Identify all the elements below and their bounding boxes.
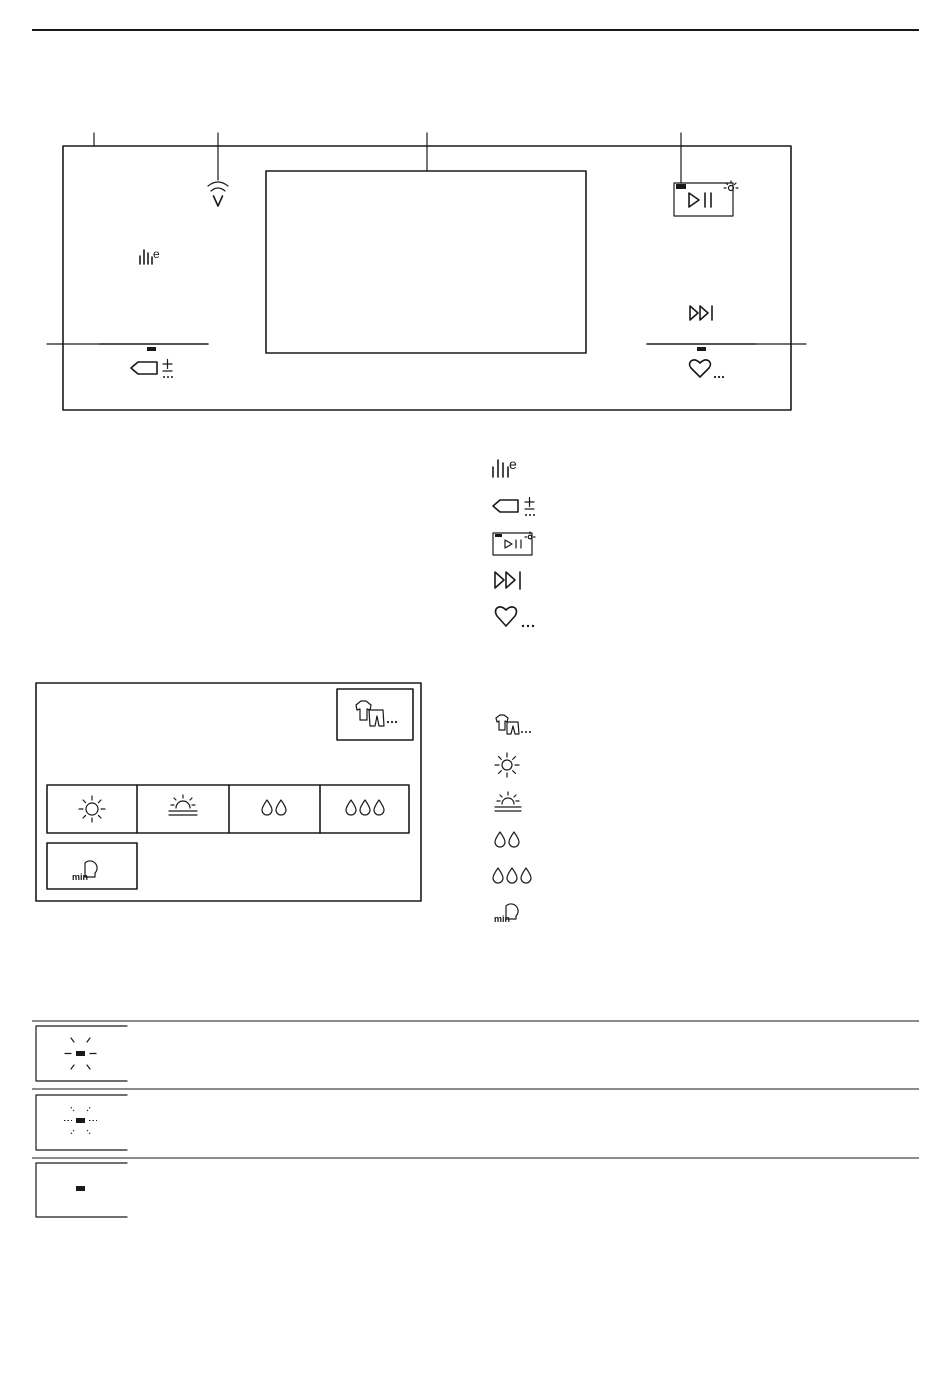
legend-tag-plus-icon: [493, 498, 535, 517]
left-indicator-led: [147, 347, 156, 351]
indicator-states-table: [0, 1010, 950, 1240]
drying-panel-illustration: [0, 670, 950, 910]
tag-plus-icon: [131, 360, 173, 379]
speedperfect-icon: [140, 247, 160, 264]
indicator-flashing-icon: [36, 1026, 127, 1081]
favourite-icon: [690, 360, 725, 378]
indicator-flashing-slow-icon: [36, 1095, 127, 1150]
three-drops-button-icon: [346, 800, 384, 815]
svg-text:e: e: [153, 247, 160, 261]
start-pause-button-icon: [674, 181, 738, 216]
svg-text:min: min: [72, 872, 89, 882]
right-indicator-led: [697, 347, 706, 351]
control-panel-illustration: [0, 0, 950, 420]
display-screen: [266, 171, 586, 353]
legend-start-pause-icon: [493, 532, 535, 555]
legend-favourite-icon: [496, 607, 535, 627]
legend-skip-forward-icon: [495, 572, 520, 589]
sunrise-button-icon: [169, 795, 197, 815]
svg-text:e: e: [509, 456, 517, 472]
legend-speedperfect-icon: [493, 456, 517, 477]
timer-min-button: [47, 843, 137, 889]
indicator-on-icon: [36, 1163, 127, 1217]
svg-text:min: min: [494, 914, 511, 924]
two-drops-button-icon: [262, 800, 286, 815]
wifi-icon: [208, 182, 228, 206]
skip-forward-icon: [690, 306, 712, 320]
sun-button-icon: [79, 796, 105, 822]
clothes-button: [337, 689, 413, 740]
